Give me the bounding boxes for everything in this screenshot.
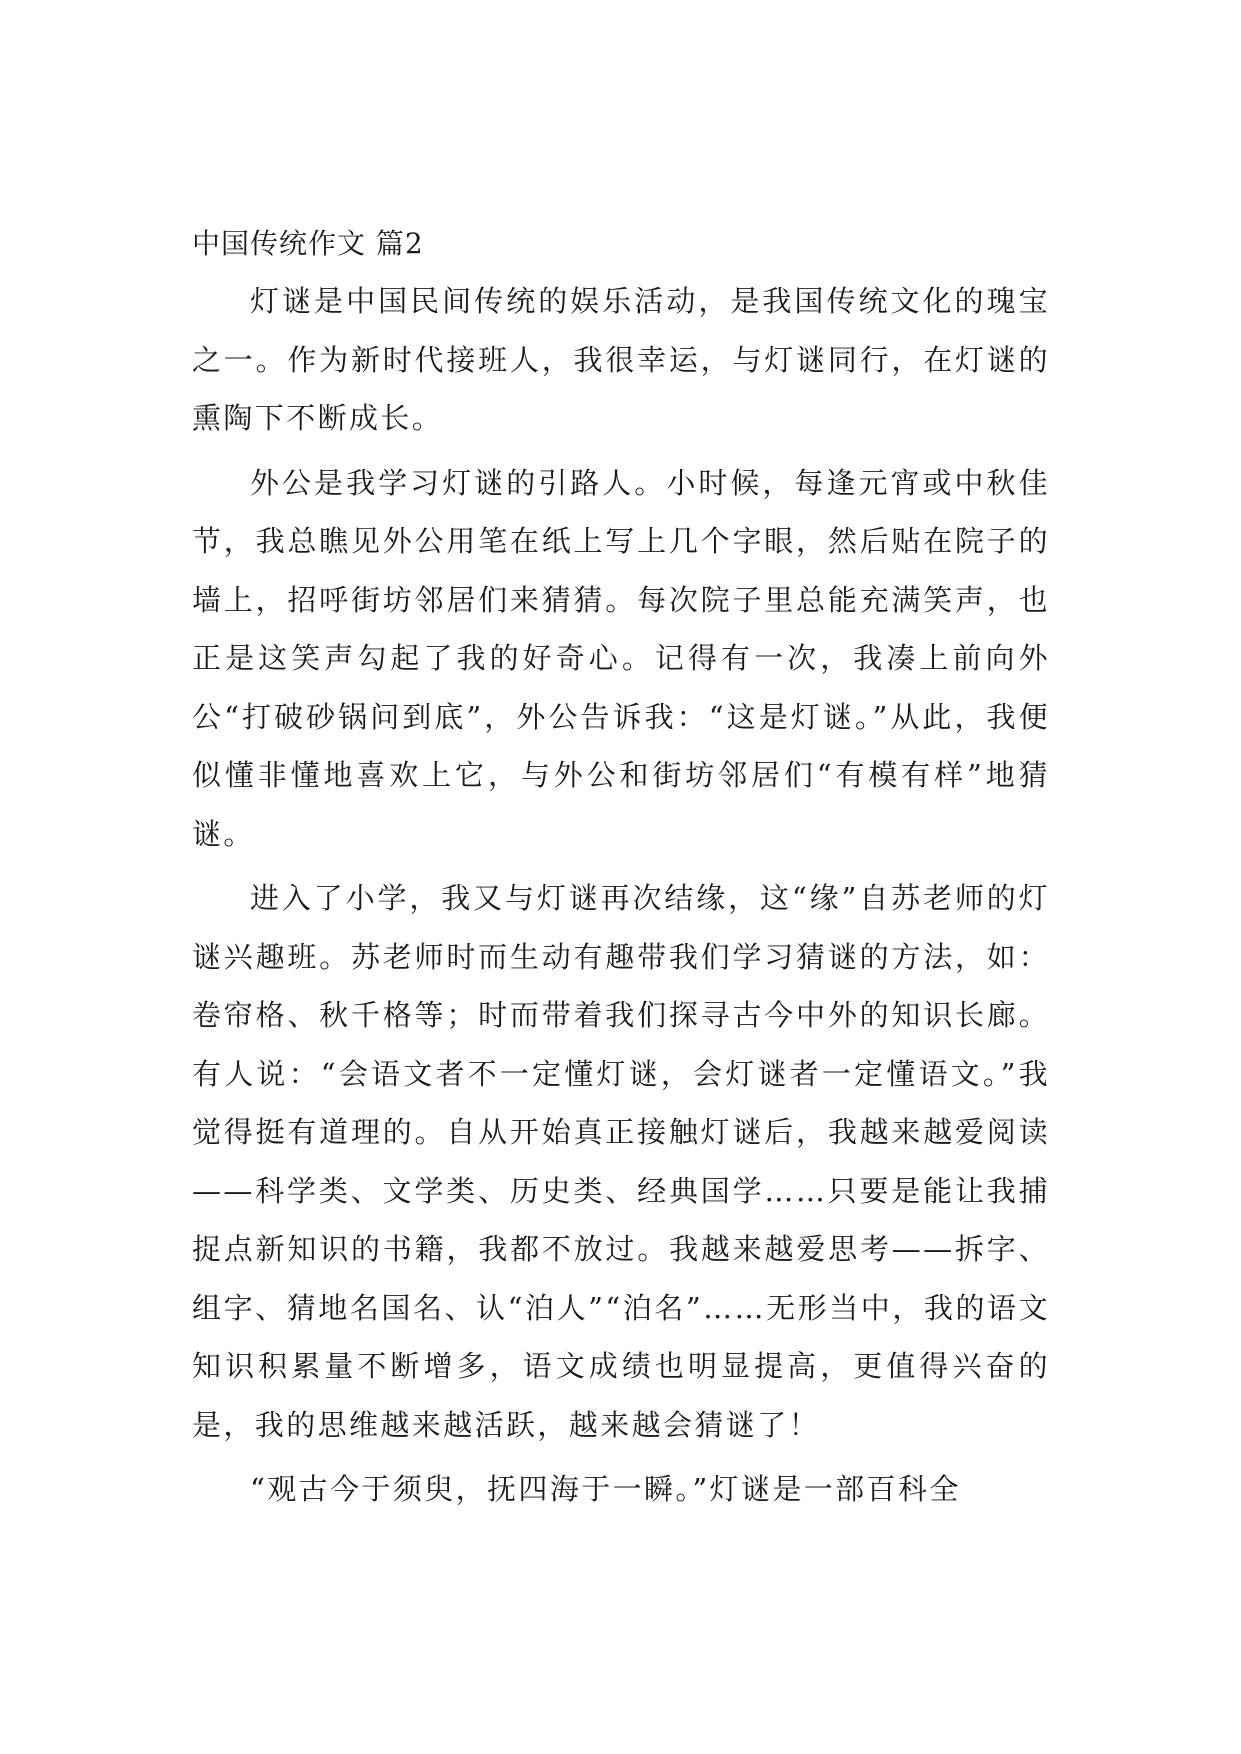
paragraph-4: “观古今于须臾，抚四海于一瞬。”灯谜是一部百科全: [250, 1472, 961, 1506]
paragraph-2: 外公是我学习灯谜的引路人。小时候，每逢元宵或中秋佳节，我总瞧见外公用笔在纸上写上几个字眼，然后贴在院子的墙上，招呼街坊邻居们来猜猜。每次院子里总能充满笑声，也正是这笑声勾起了我的好奇心。记得有一次，我凑上前向外公“打破砂锅问到底”，外公告诉我：“这是灯谜。”从此，我便似懂非懂地喜欢上它，与外公和街坊邻居们“有模有样”地猜谜。: [192, 465, 1050, 851]
document-body: [192, 218, 1050, 1525]
paragraph-1: 灯谜是中国民间传统的娱乐活动，是我国传统文化的瑰宝之一。作为新时代接班人，我很幸运，与灯谜同行，在灯谜的熏陶下不断成长。: [192, 284, 1050, 435]
essay-title: 中国传统作文 篇2: [192, 227, 424, 260]
paragraph-3: 进入了小学，我又与灯谜再次结缘，这“缘”自苏老师的灯谜兴趣班。苏老师时而生动有趣带我们学习猜谜的方法，如：卷帘格、秋千格等；时而带着我们探寻古今中外的知识长廊。有人说：“会语文者不一定懂灯谜，会灯谜者一定懂语文。”我觉得挺有道理的。自从开始真正接触灯谜后，我越来越爱阅读——科学类、文学类、历史类、经典国学……只要是能让我捕捉点新知识的书籍，我都不放过。我越来越爱思考——拆字、组字、猜地名国名、认“泊人”“泊名”……无形当中，我的语文知识积累量不断增多，语文成绩也明显提高，更值得兴奋的是，我的思维越来越活跃，越来越会猜谜了！: [192, 881, 1050, 1442]
